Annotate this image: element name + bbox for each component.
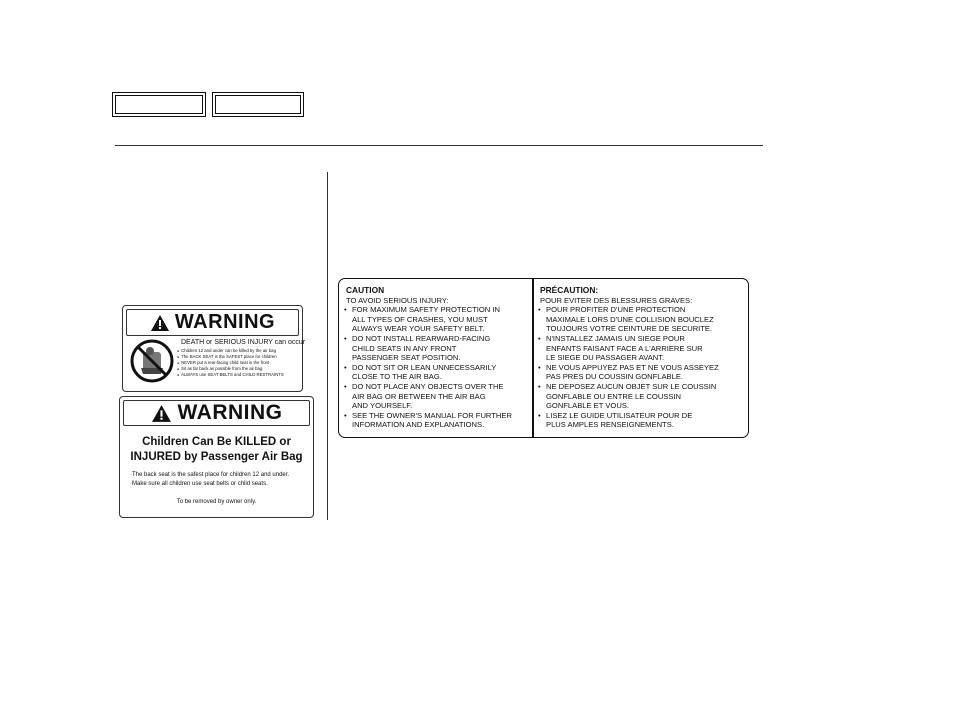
warning-headline: DEATH or SERIOUS INJURY can occur xyxy=(181,339,306,346)
caution-label xyxy=(338,278,749,438)
warning-list xyxy=(177,348,284,378)
caution-english xyxy=(343,286,531,430)
header-rule xyxy=(115,145,763,146)
caution-french xyxy=(537,286,745,430)
list-item xyxy=(343,305,531,334)
caution-heading: PRÉCAUTION: xyxy=(540,285,599,295)
warning-word: WARNING xyxy=(174,311,276,333)
caution-heading: CAUTION xyxy=(346,285,385,295)
column-divider xyxy=(327,172,328,520)
warning-label-large xyxy=(119,396,314,518)
list-item xyxy=(537,334,745,363)
line: PLUS AMPLES RENSEIGNEMENTS. xyxy=(546,420,674,430)
line: GONFLABLE ET VOUS. xyxy=(546,401,629,411)
list-item xyxy=(537,382,745,411)
list-item: · Make sure all children use seat belts or child seats. xyxy=(130,480,289,489)
list-item: ● The BACK SEAT is the SAFEST place for children xyxy=(177,354,284,360)
warning-word: WARNING xyxy=(177,401,283,424)
line: AND YOURSELF. xyxy=(352,401,413,411)
caution-list xyxy=(537,305,745,430)
list-item: ● NEVER put a rear-facing child seat in the front xyxy=(177,360,284,366)
line: CLOSE TO THE AIR BAG. xyxy=(352,372,442,382)
line: CHILD SEATS IN ANY FRONT xyxy=(352,343,457,353)
list-item xyxy=(343,382,531,411)
nav-tab-1[interactable] xyxy=(112,92,206,117)
list-item xyxy=(537,305,745,334)
line: • N'INSTALLEZ JAMAIS UN SIEGE POUR xyxy=(546,333,685,343)
no-child-seat-icon xyxy=(129,338,175,384)
line: PASSENGER SEAT POSITION. xyxy=(352,353,461,363)
caution-subheading: TO AVOID SERIOUS INJURY: xyxy=(346,295,449,305)
warning-banner xyxy=(126,309,299,336)
caution-divider xyxy=(532,279,534,437)
list-item: ● ALWAYS use SEAT BELTS and CHILD RESTRAINTS xyxy=(177,372,284,378)
line: TOUJOURS VOTRE CEINTURE DE SECURITE. xyxy=(546,324,713,334)
warning-title xyxy=(120,435,313,465)
list-item xyxy=(343,411,531,430)
list-item xyxy=(537,363,745,382)
warning-title-line: Children Can Be KILLED or xyxy=(142,436,291,448)
line: INFORMATION AND EXPLANATIONS. xyxy=(352,420,485,430)
line: GONFLABLE OU ENTRE LE COUSSIN xyxy=(546,391,682,401)
list-item xyxy=(537,411,745,430)
line: AIR BAG OR BETWEEN THE AIR BAG xyxy=(352,391,486,401)
list-item: ● Sit as far back as possible from the air bag xyxy=(177,366,284,372)
warning-triangle-icon xyxy=(150,314,170,332)
warning-title-line: INJURED by Passenger Air Bag xyxy=(130,451,303,463)
caution-subheading: POUR EVITER DES BLESSURES GRAVES: xyxy=(540,295,693,305)
line: PAS PRES DU COUSSIN GONFLABLE. xyxy=(546,372,684,382)
line: • FOR MAXIMUM SAFETY PROTECTION IN xyxy=(352,305,500,315)
list-item: · The back seat is the safest place for children 12 and under. xyxy=(130,471,289,480)
line: ALWAYS WEAR YOUR SAFETY BELT. xyxy=(352,324,485,334)
list-item: ● Children 12 and under can be killed by the air bag xyxy=(177,348,284,354)
line: • NE VOUS APPUYEZ PAS ET NE VOUS ASSEYEZ xyxy=(546,362,719,372)
warning-triangle-icon xyxy=(151,404,172,423)
line: LE SIEGE DU PASSAGER AVANT. xyxy=(546,353,665,363)
line: • DO NOT SIT OR LEAN UNNECESSARILY xyxy=(352,362,497,372)
nav-tab-2[interactable] xyxy=(212,92,304,117)
line: ENFANTS FAISANT FACE A L'ARRIERE SUR xyxy=(546,343,703,353)
line: • SEE THE OWNER'S MANUAL FOR FURTHER xyxy=(352,410,512,420)
line: • NE DEPOSEZ AUCUN OBJET SUR LE COUSSIN xyxy=(546,381,717,391)
line: • DO NOT PLACE ANY OBJECTS OVER THE xyxy=(352,381,504,391)
line: • LISEZ LE GUIDE UTILISATEUR POUR DE xyxy=(546,410,693,420)
caution-list xyxy=(343,305,531,430)
list-item xyxy=(343,363,531,382)
line: • POUR PROFITER D'UNE PROTECTION xyxy=(546,305,686,315)
list-item xyxy=(343,334,531,363)
warning-label-small xyxy=(122,305,306,392)
warning-footer: To be removed by owner only. xyxy=(176,499,257,505)
line: • DO NOT INSTALL REARWARD-FACING xyxy=(352,333,491,343)
warning-banner xyxy=(123,400,310,426)
line: ALL TYPES OF CRASHES, YOU MUST xyxy=(352,314,488,324)
warning-list xyxy=(130,471,289,489)
line: MAXIMALE LORS D'UNE COLLISION BOUCLEZ xyxy=(546,314,714,324)
